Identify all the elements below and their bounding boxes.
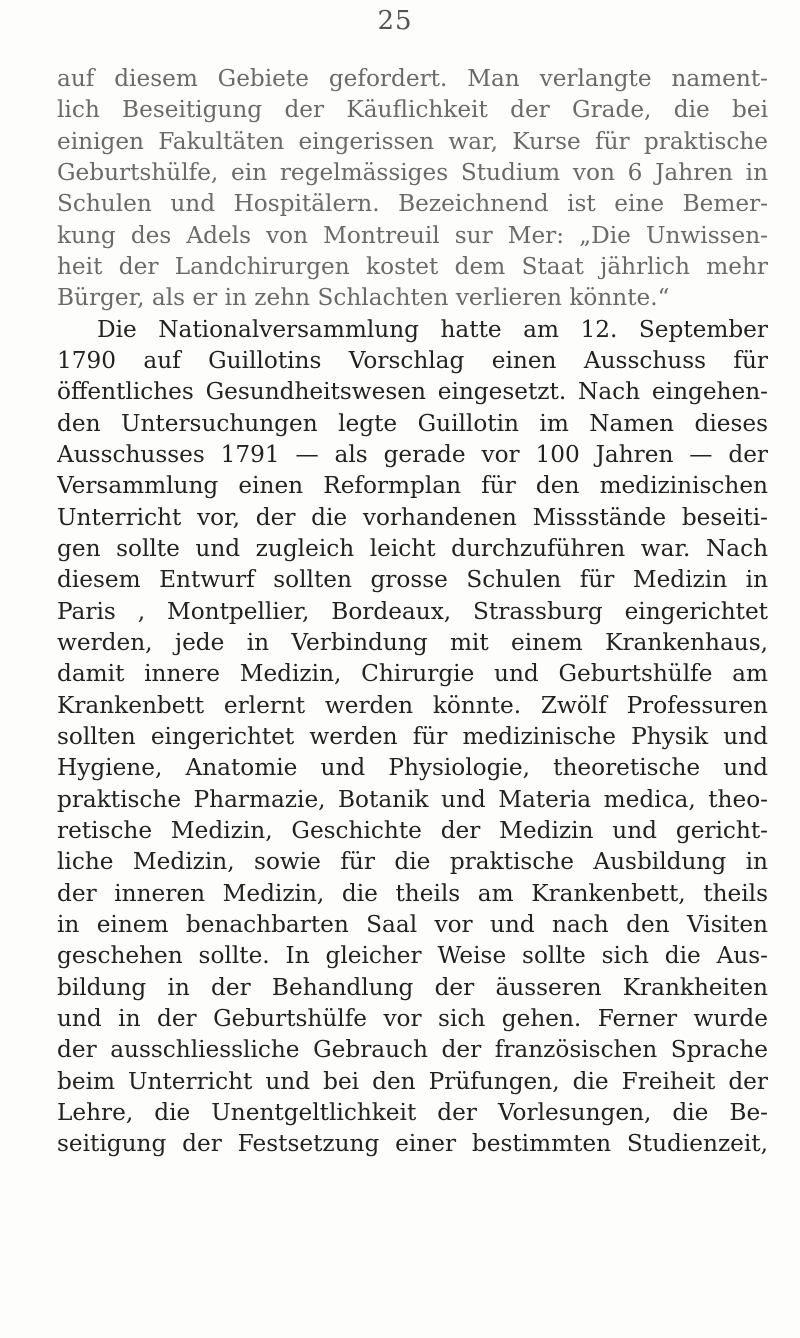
text-line: Hygiene, Anatomie und Physiologie, theoretische und	[57, 754, 768, 782]
text-line: Krankenbett erlernt werden könnte. Zwölf Professuren	[57, 691, 768, 719]
text-line: Unterricht vor, der die vorhandenen Missstände beseiti-	[57, 503, 768, 531]
text-line: Lehre, die Unentgeltlichkeit der Vorlesungen, die Be-	[57, 1098, 768, 1126]
text-line: seitigung der Festsetzung einer bestimmten Studienzeit,	[57, 1130, 768, 1158]
text-line: retische Medizin, Geschichte der Medizin und gericht-	[57, 816, 768, 844]
text-line: auf diesem Gebiete gefordert. Man verlangte nament-	[57, 65, 768, 92]
text-line: Bürger, als er in zehn Schlachten verlieren könnte.“	[57, 284, 670, 312]
body-text	[57, 63, 768, 1159]
text-line: der ausschliessliche Gebrauch der französischen Sprache	[57, 1036, 768, 1064]
page-number	[0, 6, 800, 36]
page-number-text: 25	[377, 6, 413, 36]
text-line: liche Medizin, sowie für die praktische Ausbildung in	[57, 848, 768, 876]
text-line: beim Unterricht und bei den Prüfungen, die Freiheit der	[57, 1067, 768, 1095]
text-line: Paris , Montpellier, Bordeaux, Strassburg eingerichtet	[57, 597, 768, 625]
text-line: kung des Adels von Montreuil sur Mer: „Die Unwissen-	[57, 221, 768, 249]
text-line: geschehen sollte. In gleicher Weise sollte sich die Aus-	[57, 942, 768, 970]
text-line: Ausschusses 1791 — als gerade vor 100 Jahren — der	[57, 440, 768, 468]
text-line: werden, jede in Verbindung mit einem Krankenhaus,	[57, 628, 768, 656]
text-line: 1790 auf Guillotins Vorschlag einen Ausschuss für	[57, 346, 768, 374]
text-line: gen sollte und zugleich leicht durchzuführen war. Nach	[57, 534, 768, 562]
text-line: damit innere Medizin, Chirurgie und Geburtshülfe am	[57, 660, 768, 688]
text-line: Die Nationalversammlung hatte am 12. September	[97, 315, 768, 343]
text-line: einigen Fakultäten eingerissen war, Kurse für praktische	[57, 127, 768, 155]
text-line: der inneren Medizin, die theils am Krankenbett, theils	[57, 879, 768, 907]
text-line: lich Beseitigung der Käuflichkeit der Grade, die bei	[57, 96, 768, 124]
text-line: in einem benachbarten Saal vor und nach den Visiten	[57, 910, 768, 938]
text-line: sollten eingerichtet werden für medizinische Physik und	[57, 722, 768, 750]
text-line: öffentliches Gesundheitswesen eingesetzt. Nach eingehen-	[57, 378, 768, 406]
text-line: diesem Entwurf sollten grosse Schulen für Medizin in	[57, 566, 768, 594]
text-line: den Untersuchungen legte Guillotin im Namen dieses	[57, 409, 768, 437]
text-line: heit der Landchirurgen kostet dem Staat jährlich mehr	[57, 252, 768, 280]
text-line: Schulen und Hospitälern. Bezeichnend ist eine Bemer-	[57, 190, 768, 218]
text-line: und in der Geburtshülfe vor sich gehen. Ferner wurde	[57, 1004, 768, 1032]
text-line: bildung in der Behandlung der äusseren Krankheiten	[57, 973, 768, 1001]
text-line: Geburtshülfe, ein regelmässiges Studium von 6 Jahren in	[57, 158, 768, 186]
text-line: Versammlung einen Reformplan für den medizinischen	[57, 472, 768, 500]
text-line: praktische Pharmazie, Botanik und Materia medica, theo-	[57, 785, 768, 813]
